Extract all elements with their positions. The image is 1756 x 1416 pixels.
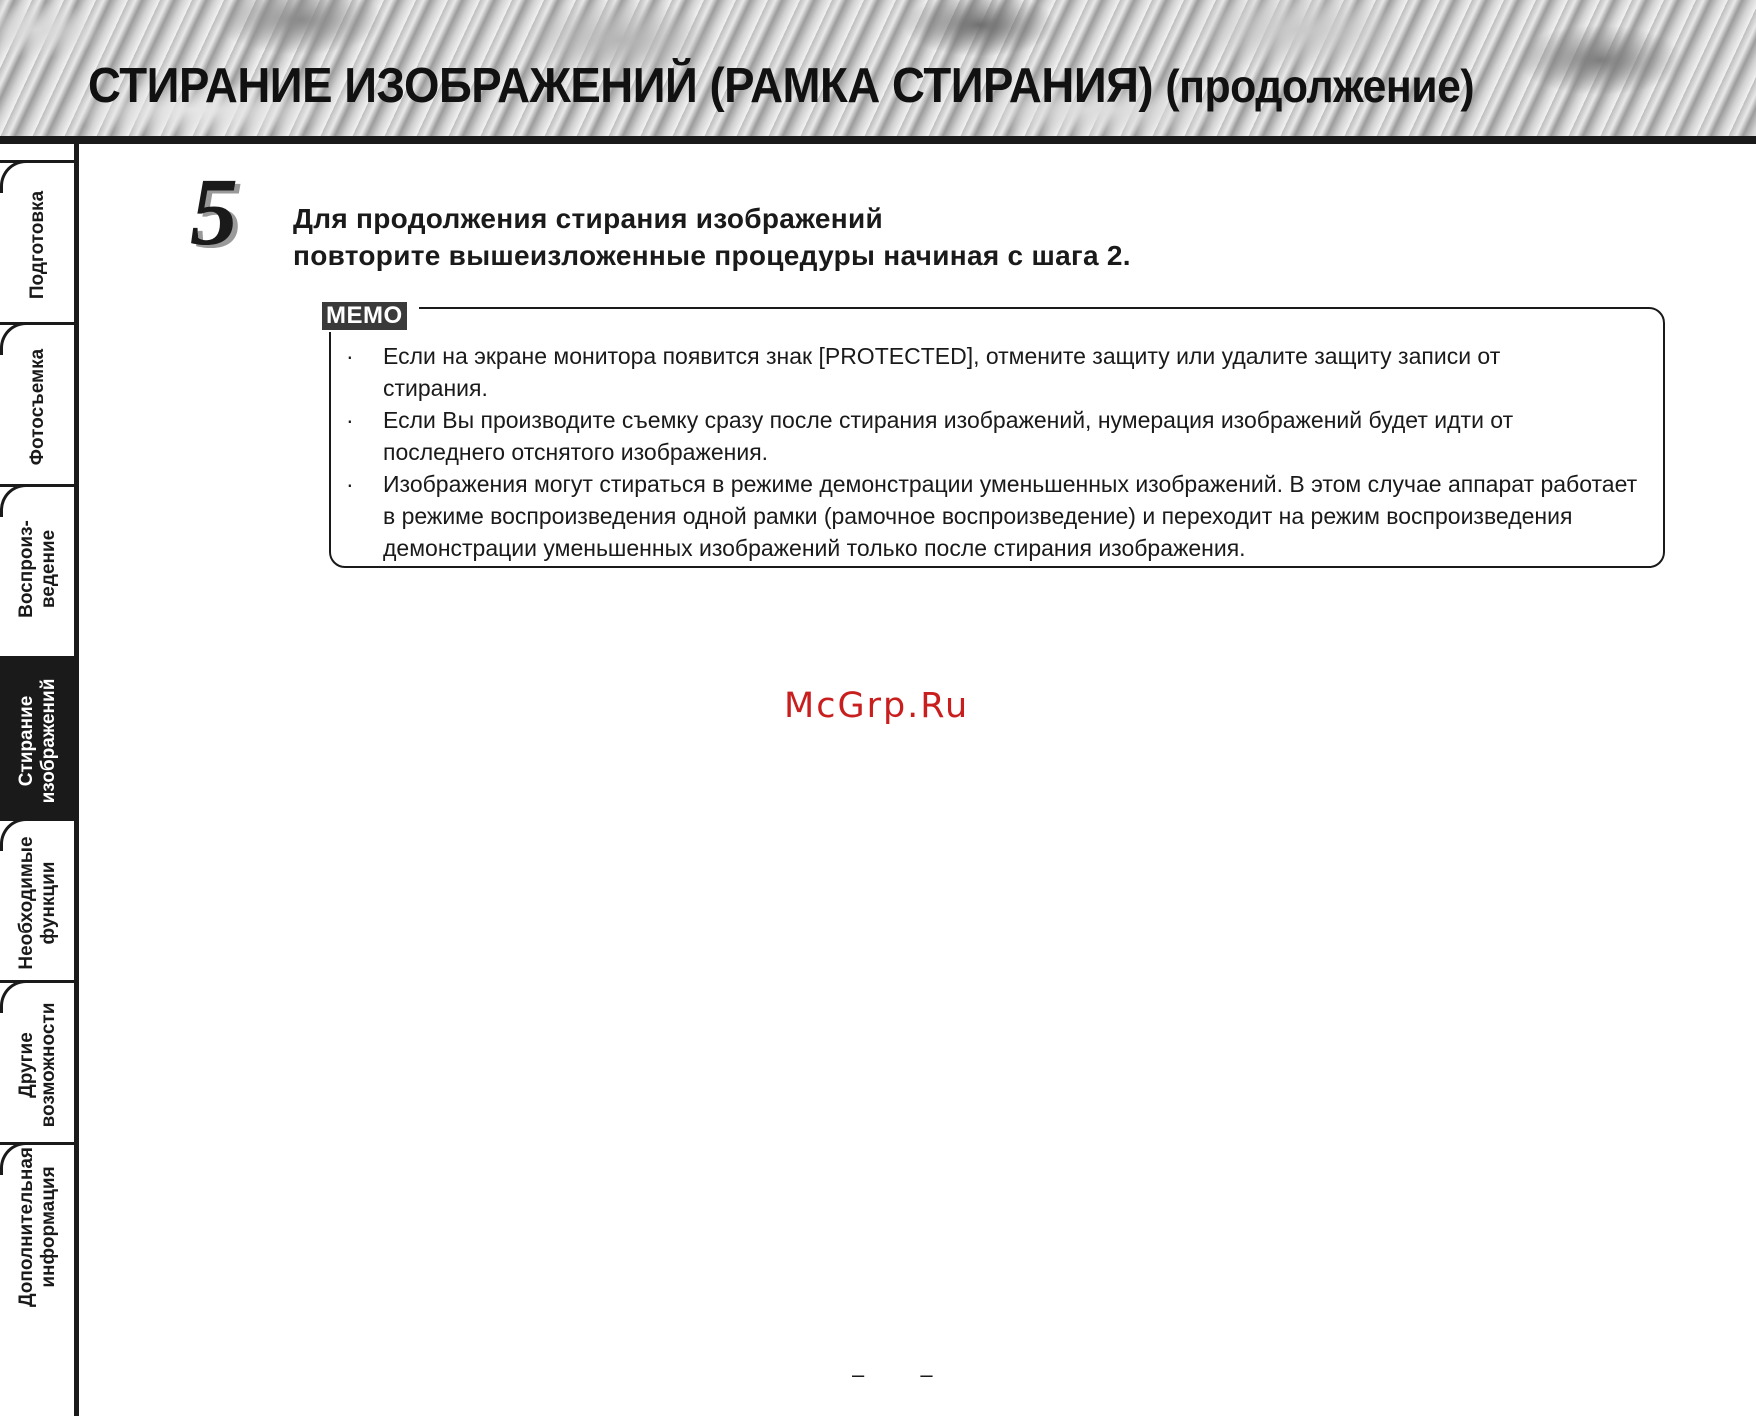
tab-label: Необходимые функции bbox=[16, 836, 59, 970]
step-line: повторите вышеизложенные процедуры начиная с шага 2. bbox=[293, 240, 1131, 271]
bullet: · bbox=[346, 407, 354, 433]
tab-preparation[interactable] bbox=[0, 160, 77, 324]
tab-label: Другие возможности bbox=[16, 1002, 59, 1128]
tab-label: Дополнительная информация bbox=[16, 1147, 59, 1307]
memo-list bbox=[343, 340, 1643, 564]
step-line: Для продолжения стирания изображений bbox=[293, 203, 883, 234]
page-title-suffix: (продолжение) bbox=[1165, 60, 1475, 112]
memo-item: · Изображения могут стираться в режиме демонстрации уменьшенных изображений. В этом случае аппарат работает в режиме воспроизведения одной рамки (рамочное воспроизведение) и переходит на режим воспроизведения демонстрации уменьшенных изображений только после стирания изображения. bbox=[343, 468, 1643, 564]
page-number-placeholder: – – bbox=[852, 1362, 933, 1387]
watermark-link[interactable]: McGrp.Ru bbox=[784, 686, 970, 726]
tab-photography[interactable] bbox=[0, 322, 77, 486]
tab-label: Фотосъемка bbox=[27, 348, 48, 466]
bullet: · bbox=[346, 471, 354, 497]
memo-label: MEMO bbox=[322, 302, 407, 330]
step-number: 5 bbox=[190, 158, 238, 265]
tab-erasing-images[interactable] bbox=[0, 656, 77, 820]
page-title-main: СТИРАНИЕ ИЗОБРАЖЕНИЙ (РАМКА СТИРАНИЯ) bbox=[88, 59, 1154, 113]
memo-item: · Если на экране монитора появится знак [PROTECTED], отмените защиту или удалите защиту записи от стирания. bbox=[343, 340, 1643, 404]
step-instruction bbox=[293, 200, 1131, 274]
tab-other-features[interactable] bbox=[0, 980, 77, 1144]
tab-essential-functions[interactable] bbox=[0, 818, 77, 982]
tab-label: Стирание изображений bbox=[16, 678, 59, 804]
memo-item: · Если Вы производите съемку сразу после стирания изображений, нумерация изображений будет идти от последнего отснятого изображения. bbox=[343, 404, 1643, 468]
tab-label: Подготовка bbox=[27, 190, 48, 300]
header-rule bbox=[0, 136, 1756, 144]
bullet: · bbox=[346, 343, 354, 369]
page-title bbox=[88, 58, 1474, 114]
tab-additional-info[interactable] bbox=[0, 1142, 77, 1306]
tab-playback[interactable] bbox=[0, 484, 77, 648]
tab-label: Воспроиз- ведение bbox=[16, 520, 59, 618]
